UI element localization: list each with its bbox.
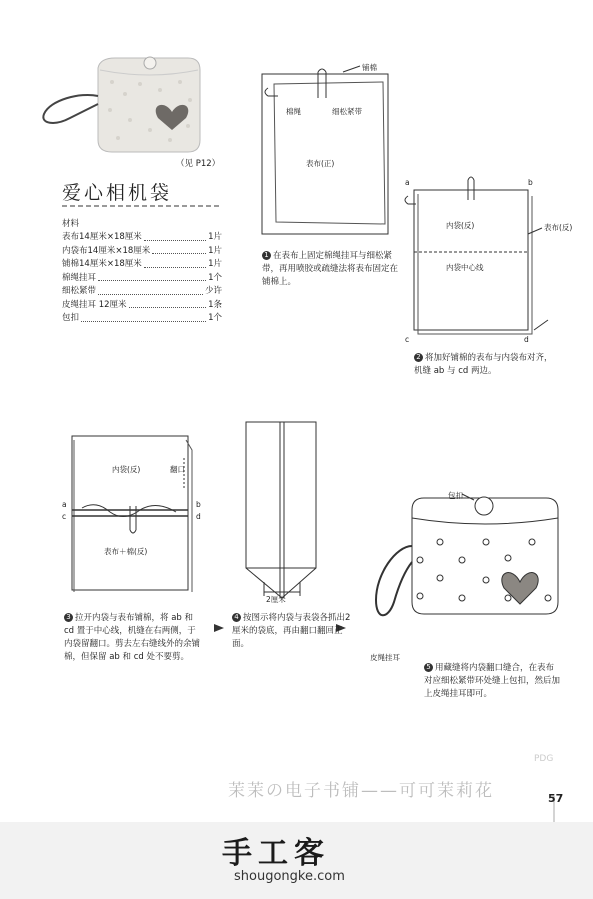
pattern-reference: （见 P12） <box>176 159 221 169</box>
label-c: c <box>405 335 410 344</box>
label-b: b <box>528 178 533 187</box>
step4-diagram <box>246 422 316 598</box>
material-row <box>62 245 222 259</box>
step1-diagram <box>262 66 388 234</box>
label-outer-batting: 表布＋棉(反) <box>104 547 148 556</box>
label-outer-front: 表布(正) <box>306 159 335 168</box>
material-qty: 1个 <box>208 313 222 323</box>
label-lining-back-3: 内袋(反) <box>112 465 141 474</box>
material-name: 表布14厘米×18厘米 <box>62 232 142 242</box>
pouch-photo <box>43 57 200 152</box>
label-b-3: b <box>196 500 201 509</box>
watermark-text: 茉茉の电子书铺——可可茉莉花 <box>228 781 494 801</box>
materials-list <box>62 218 222 326</box>
material-qty: 1片 <box>208 232 222 242</box>
step2-text <box>414 352 554 378</box>
label-2cm: 2厘米 <box>266 595 286 604</box>
material-name: 铺棉14厘米×18厘米 <box>62 259 142 269</box>
leader-dots <box>144 258 206 268</box>
material-row <box>62 231 222 245</box>
step3-number: 3 <box>64 613 73 622</box>
label-cord: 棉绳 <box>286 107 301 116</box>
step3-diagram <box>72 436 192 592</box>
step3-desc: 拉开内袋与表布铺棉，将 ab 和 cd 置于中心线，机缝在右两侧，于内袋留翻口。剪去左右缝线外的余铺棉，但保留 ab 和 cd 处不要剪。 <box>64 613 201 662</box>
material-name: 细松紧带 <box>62 286 97 296</box>
label-strap: 皮绳挂耳 <box>370 653 400 662</box>
step1-desc: 在表布上固定棉绳挂耳与细松紧带，再用喷胶或疏缝法将表布固定在铺棉上。 <box>262 251 399 287</box>
material-row <box>62 272 222 286</box>
step4-text <box>232 612 352 651</box>
label-elastic: 细松紧带 <box>332 107 362 116</box>
label-outer-back: 表布(反) <box>544 223 573 232</box>
leader-dots <box>81 312 206 322</box>
material-qty: 1个 <box>208 272 222 283</box>
label-a-3: a <box>62 500 67 509</box>
materials-heading: 材料 <box>62 219 80 229</box>
step1-number: 1 <box>262 251 271 260</box>
label-c-3: c <box>62 512 67 521</box>
label-opening: 翻口 <box>170 465 185 474</box>
material-qty: 1条 <box>208 299 222 310</box>
step2-number: 2 <box>414 353 423 362</box>
step3-text <box>64 612 204 664</box>
label-center-line: 内袋中心线 <box>446 263 484 272</box>
step1-text <box>262 250 402 289</box>
label-cover-button: 包扣 <box>448 491 463 500</box>
step4-number: 4 <box>232 613 241 622</box>
leader-dots <box>98 272 206 282</box>
step5-desc: 用藏缝将内袋翻口缝合，在表布对应细松紧带环处缝上包扣，然后加上皮绳挂耳即可。 <box>424 663 561 699</box>
material-name: 包扣 <box>62 313 80 323</box>
label-lining-back: 内袋(反) <box>446 221 475 230</box>
material-row <box>62 312 222 326</box>
step5-text <box>424 662 560 701</box>
material-qty: 1片 <box>208 259 222 269</box>
leader-dots <box>144 231 206 241</box>
label-a: a <box>405 178 410 187</box>
materials-rows <box>62 231 222 326</box>
step2-diagram <box>405 177 542 334</box>
label-d: d <box>524 335 529 344</box>
page-title: 爱心相机袋 <box>62 182 173 204</box>
step5-diagram <box>376 494 558 615</box>
material-qty: 少许 <box>204 286 222 296</box>
material-name: 棉绳挂耳 <box>62 272 97 283</box>
page-number: 57 <box>548 792 564 805</box>
material-qty: 1片 <box>208 245 222 256</box>
site-logo: 手工客 <box>222 836 330 871</box>
leader-dots <box>152 245 206 255</box>
leader-dots <box>129 299 207 309</box>
label-batting: 铺棉 <box>362 63 377 72</box>
step5-number: 5 <box>424 663 433 672</box>
watermark-pdg: PDG <box>534 754 554 764</box>
leader-dots <box>98 285 203 295</box>
step2-desc: 将加好铺棉的表布与内袋布对齐，机缝 ab 与 cd 两边。 <box>414 353 553 376</box>
material-name: 皮绳挂耳 12厘米 <box>62 299 127 310</box>
site-url: shougongke.com <box>234 869 345 884</box>
label-d-3: d <box>196 512 201 521</box>
material-row <box>62 258 222 272</box>
material-row <box>62 285 222 299</box>
material-name: 内袋布14厘米×18厘米 <box>62 245 151 256</box>
material-row <box>62 299 222 313</box>
step4-desc: 按图示将内袋与表袋各抓出2厘米的袋底，再由翻口翻回正面。 <box>232 613 351 649</box>
